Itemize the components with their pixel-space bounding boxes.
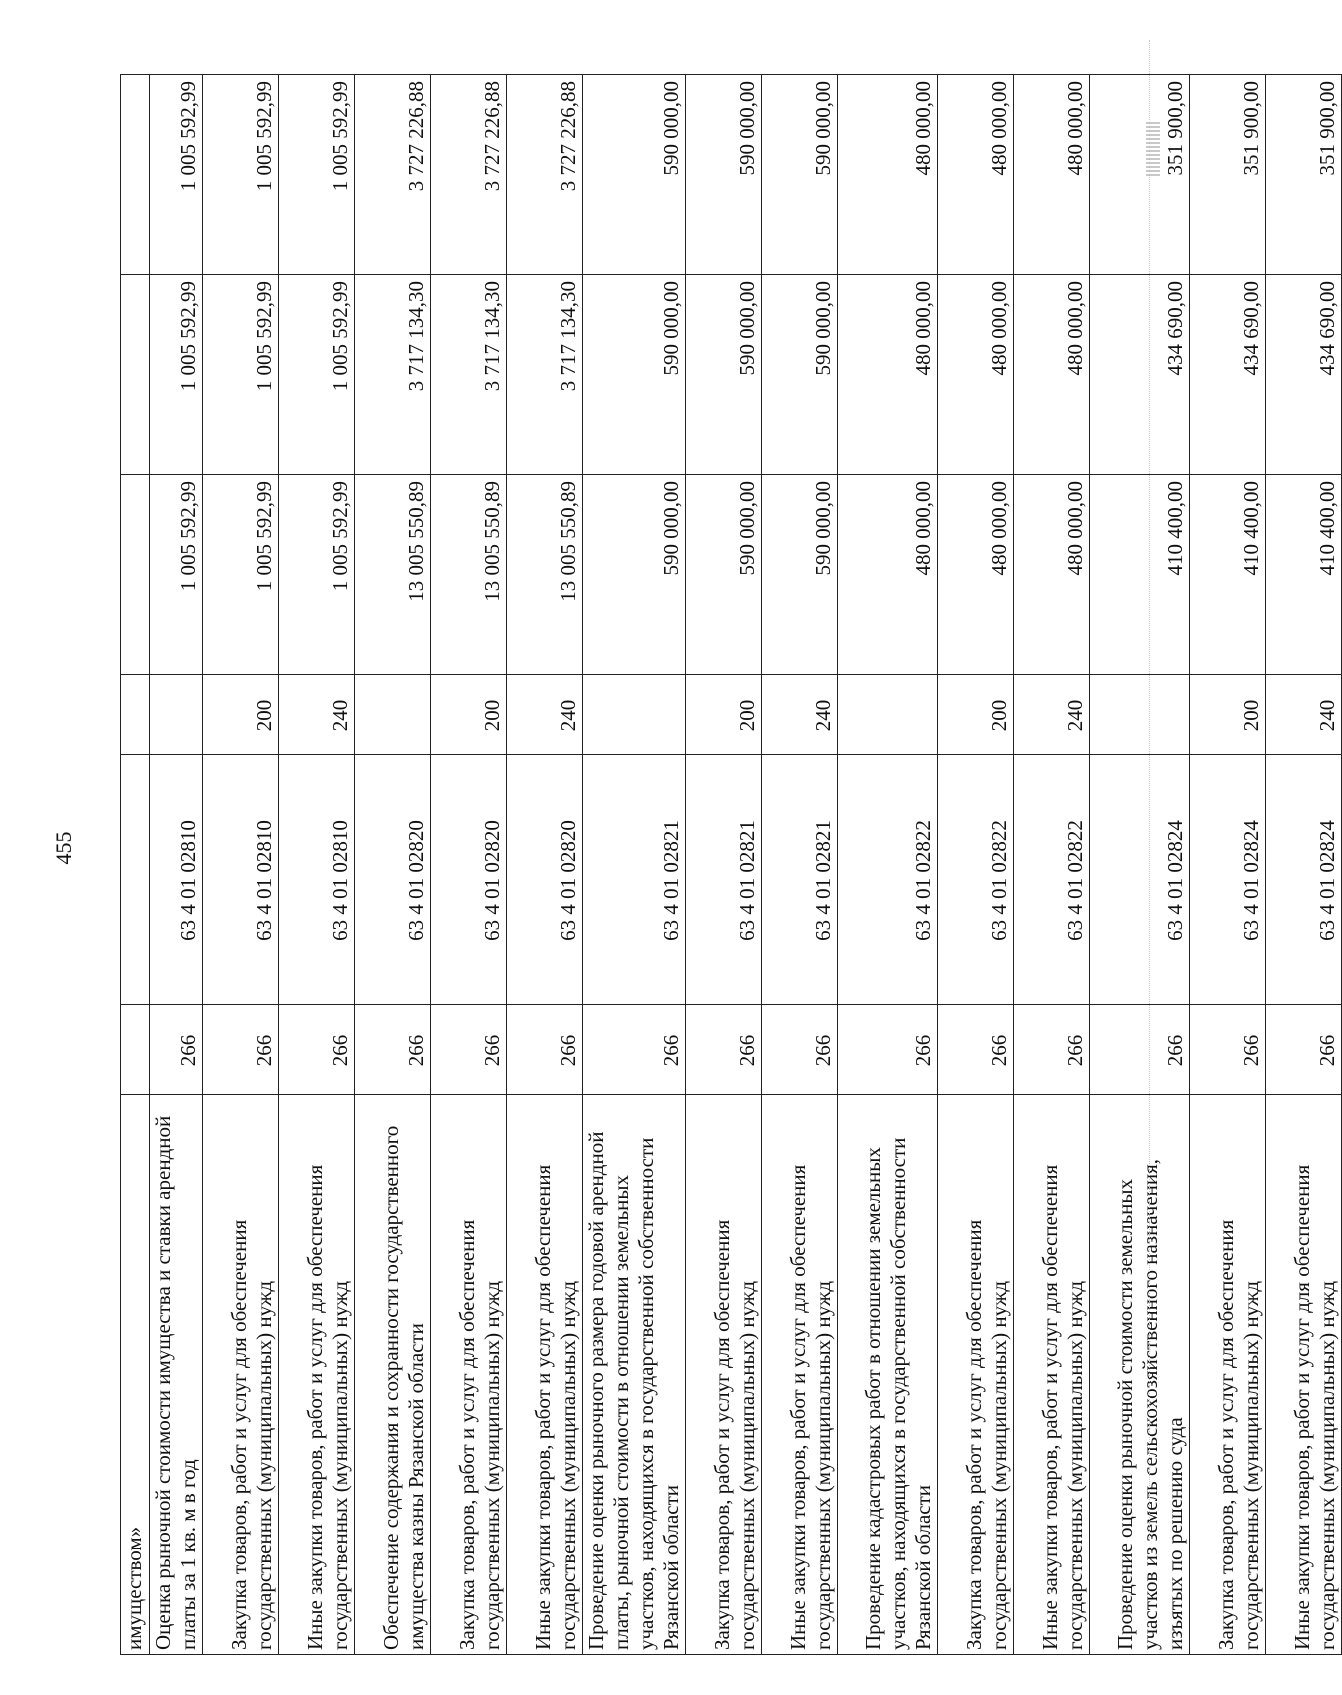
row-name: Закупка товаров, работ и услуг для обеспечения государственных (муниципальных) нужд: [1190, 1095, 1266, 1655]
target-article-code: 63 4 01 02820: [507, 755, 583, 1005]
amount-year-3: 480 000,00: [938, 75, 1014, 275]
expense-type-code: 200: [1190, 675, 1266, 755]
row-name: Иные закупки товаров, работ и услуг для обеспечения государственных (муниципальных) нужд: [279, 1095, 355, 1655]
table-row: [583, 75, 686, 1655]
amount-year-1: 13 005 550,89: [355, 475, 431, 675]
ved-code: 266: [1190, 1005, 1266, 1095]
amount-year-1: 1 005 592,99: [149, 475, 203, 675]
target-article-code: 63 4 01 02822: [938, 755, 1014, 1005]
amount-year-1: 410 400,00: [1266, 475, 1342, 675]
amount-year-3: 3 727 226,88: [431, 75, 507, 275]
expense-type-code: [583, 675, 686, 755]
target-article-code: 63 4 01 02824: [1266, 755, 1342, 1005]
expense-type-code: 240: [507, 675, 583, 755]
target-article-code: 63 4 01 02824: [1190, 755, 1266, 1005]
expense-type-code: [149, 675, 203, 755]
ved-code: 266: [355, 1005, 431, 1095]
amount-year-2: 434 690,00: [1190, 275, 1266, 475]
table-row: [1266, 75, 1342, 1655]
ved-code: 266: [1014, 1005, 1090, 1095]
ved-code: 266: [149, 1005, 203, 1095]
amount-year-1: 1 005 592,99: [203, 475, 279, 675]
row-name: Закупка товаров, работ и услуг для обеспечения государственных (муниципальных) нужд: [431, 1095, 507, 1655]
table-row: [279, 75, 355, 1655]
target-article-code: 63 4 01 02810: [203, 755, 279, 1005]
table-row: [355, 75, 431, 1655]
table-row: [121, 75, 150, 1655]
table-row: [1190, 75, 1266, 1655]
row-name: Иные закупки товаров, работ и услуг для обеспечения государственных (муниципальных) нужд: [1014, 1095, 1090, 1655]
amount-year-2: 1 005 592,99: [203, 275, 279, 475]
amount-year-2: 434 690,00: [1090, 275, 1190, 475]
target-article-code: 63 4 01 02821: [686, 755, 762, 1005]
table-row: [1014, 75, 1090, 1655]
expense-type-code: [838, 675, 938, 755]
table-row: [762, 75, 838, 1655]
amount-year-3: 590 000,00: [686, 75, 762, 275]
row-name: Проведение оценки рыночной стоимости земельных участков из земель сельскохозяйственного назначения, изъятых по решению суда: [1090, 1095, 1190, 1655]
expense-type-code: 240: [1266, 675, 1342, 755]
row-name: Закупка товаров, работ и услуг для обеспечения государственных (муниципальных) нужд: [686, 1095, 762, 1655]
row-name: Закупка товаров, работ и услуг для обеспечения государственных (муниципальных) нужд: [938, 1095, 1014, 1655]
row-name: Иные закупки товаров, работ и услуг для обеспечения государственных (муниципальных) нужд: [507, 1095, 583, 1655]
row-name: Проведение кадастровых работ в отношении земельных участков, находящихся в государственной собственности Рязанской области: [838, 1095, 938, 1655]
target-article-code: 63 4 01 02820: [431, 755, 507, 1005]
target-article-code: 63 4 01 02822: [1014, 755, 1090, 1005]
ved-code: 266: [507, 1005, 583, 1095]
ved-code: 266: [279, 1005, 355, 1095]
scan-mark-artifact: [1146, 120, 1160, 176]
expense-type-code: 200: [203, 675, 279, 755]
expense-type-code: 200: [938, 675, 1014, 755]
table-row: [507, 75, 583, 1655]
amount-year-2: 590 000,00: [762, 275, 838, 475]
amount-year-1: 13 005 550,89: [431, 475, 507, 675]
target-article-code: [121, 755, 150, 1005]
amount-year-3: 3 727 226,88: [355, 75, 431, 275]
expense-type-code: 240: [762, 675, 838, 755]
amount-year-3: 351 900,00: [1090, 75, 1190, 275]
table-row: [938, 75, 1014, 1655]
expense-type-code: 200: [431, 675, 507, 755]
row-name: Обеспечение содержания и сохранности государственного имущества казны Рязанской области: [355, 1095, 431, 1655]
target-article-code: 63 4 01 02821: [762, 755, 838, 1005]
amount-year-1: 480 000,00: [838, 475, 938, 675]
amount-year-2: 480 000,00: [1014, 275, 1090, 475]
amount-year-2: 480 000,00: [938, 275, 1014, 475]
amount-year-1: 13 005 550,89: [507, 475, 583, 675]
ved-code: 266: [1266, 1005, 1342, 1095]
row-name: Закупка товаров, работ и услуг для обеспечения государственных (муниципальных) нужд: [203, 1095, 279, 1655]
ved-code: 266: [938, 1005, 1014, 1095]
ved-code: 266: [431, 1005, 507, 1095]
amount-year-3: 480 000,00: [1014, 75, 1090, 275]
amount-year-1: 590 000,00: [686, 475, 762, 675]
scan-edge-artifact: [1149, 40, 1180, 1540]
amount-year-2: 480 000,00: [838, 275, 938, 475]
amount-year-2: 434 690,00: [1266, 275, 1342, 475]
table-row: [203, 75, 279, 1655]
amount-year-2: 3 717 134,30: [507, 275, 583, 475]
amount-year-3: 351 900,00: [1266, 75, 1342, 275]
ved-code: 266: [203, 1005, 279, 1095]
row-name: имуществом»: [121, 1095, 150, 1655]
amount-year-3: 3 727 226,88: [507, 75, 583, 275]
target-article-code: 63 4 01 02810: [149, 755, 203, 1005]
ved-code: 266: [838, 1005, 938, 1095]
amount-year-2: 590 000,00: [686, 275, 762, 475]
expense-type-code: [355, 675, 431, 755]
expense-type-code: 200: [686, 675, 762, 755]
target-article-code: 63 4 01 02824: [1090, 755, 1190, 1005]
amount-year-3: 480 000,00: [838, 75, 938, 275]
row-name: Иные закупки товаров, работ и услуг для обеспечения государственных (муниципальных) нужд: [762, 1095, 838, 1655]
rotated-table-container: [120, 75, 1339, 1655]
amount-year-3: 351 900,00: [1190, 75, 1266, 275]
amount-year-2: 590 000,00: [583, 275, 686, 475]
target-article-code: 63 4 01 02820: [355, 755, 431, 1005]
table-row: [838, 75, 938, 1655]
amount-year-3: 590 000,00: [762, 75, 838, 275]
amount-year-2: 3 717 134,30: [431, 275, 507, 475]
amount-year-2: [121, 275, 150, 475]
amount-year-1: 590 000,00: [762, 475, 838, 675]
amount-year-2: 1 005 592,99: [279, 275, 355, 475]
ved-code: 266: [686, 1005, 762, 1095]
table-row: [686, 75, 762, 1655]
target-article-code: 63 4 01 02821: [583, 755, 686, 1005]
amount-year-1: 480 000,00: [1014, 475, 1090, 675]
target-article-code: 63 4 01 02822: [838, 755, 938, 1005]
amount-year-3: [121, 75, 150, 275]
ved-code: 266: [762, 1005, 838, 1095]
amount-year-1: 590 000,00: [583, 475, 686, 675]
ved-code: 266: [1090, 1005, 1190, 1095]
amount-year-1: 480 000,00: [938, 475, 1014, 675]
row-name: Иные закупки товаров, работ и услуг для обеспечения государственных (муниципальных) нужд: [1266, 1095, 1342, 1655]
amount-year-3: 1 005 592,99: [279, 75, 355, 275]
page-number: 455: [51, 831, 76, 865]
expense-type-code: 240: [279, 675, 355, 755]
amount-year-2: 1 005 592,99: [149, 275, 203, 475]
amount-year-1: 410 400,00: [1090, 475, 1190, 675]
amount-year-1: 1 005 592,99: [279, 475, 355, 675]
amount-year-1: [121, 475, 150, 675]
expense-type-code: 240: [1014, 675, 1090, 755]
amount-year-1: 410 400,00: [1190, 475, 1266, 675]
row-name: Оценка рыночной стоимости имущества и ставки арендной платы за 1 кв. м в год: [149, 1095, 203, 1655]
amount-year-3: 1 005 592,99: [203, 75, 279, 275]
target-article-code: 63 4 01 02810: [279, 755, 355, 1005]
row-name: Проведение оценки рыночного размера годовой арендной платы, рыночной стоимости в отношении земельных участков, находящихся в государственной собственности Рязанской области: [583, 1095, 686, 1655]
expense-type-code: [121, 675, 150, 755]
table-row: [431, 75, 507, 1655]
ved-code: 266: [583, 1005, 686, 1095]
amount-year-3: 590 000,00: [583, 75, 686, 275]
ved-code: [121, 1005, 150, 1095]
amount-year-3: 1 005 592,99: [149, 75, 203, 275]
amount-year-2: 3 717 134,30: [355, 275, 431, 475]
table-row: [149, 75, 203, 1655]
